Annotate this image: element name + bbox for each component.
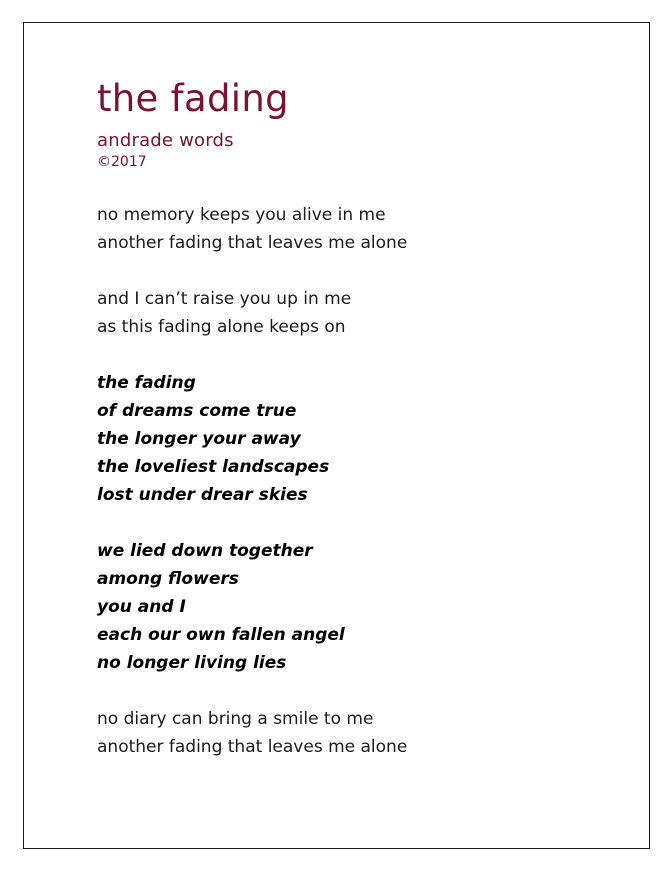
poem-line: another fading that leaves me alone: [97, 233, 408, 253]
stanza-4: [97, 537, 637, 677]
poem-body: [97, 201, 637, 761]
poem-line: you and I: [97, 597, 186, 617]
poem-line: of dreams come true: [97, 401, 297, 421]
stanza-2: [97, 285, 637, 341]
copyright-notice: ©2017: [97, 154, 147, 170]
poem-line: lost under drear skies: [97, 485, 308, 505]
stanza-1: [97, 201, 637, 257]
poem-line: the loveliest landscapes: [97, 457, 330, 477]
poem-line: among flowers: [97, 569, 239, 589]
stanza-5: [97, 705, 637, 761]
poem-line: another fading that leaves me alone: [97, 737, 408, 757]
poem-line: no diary can bring a smile to me: [97, 709, 374, 729]
poem-author: andrade words: [97, 130, 234, 151]
poem-line: each our own fallen angel: [97, 625, 345, 645]
poem-line: the longer your away: [97, 429, 301, 449]
poem-line: no memory keeps you alive in me: [97, 205, 386, 225]
poem-line: and I can’t raise you up in me: [97, 289, 352, 309]
poem-line: we lied down together: [97, 541, 313, 561]
poem-content: [97, 76, 637, 789]
poem-line: the fading: [97, 373, 196, 393]
stanza-3: [97, 369, 637, 509]
poem-line: as this fading alone keeps on: [97, 317, 346, 337]
poem-line: no longer living lies: [97, 653, 287, 673]
poem-title: the fading: [97, 77, 289, 120]
